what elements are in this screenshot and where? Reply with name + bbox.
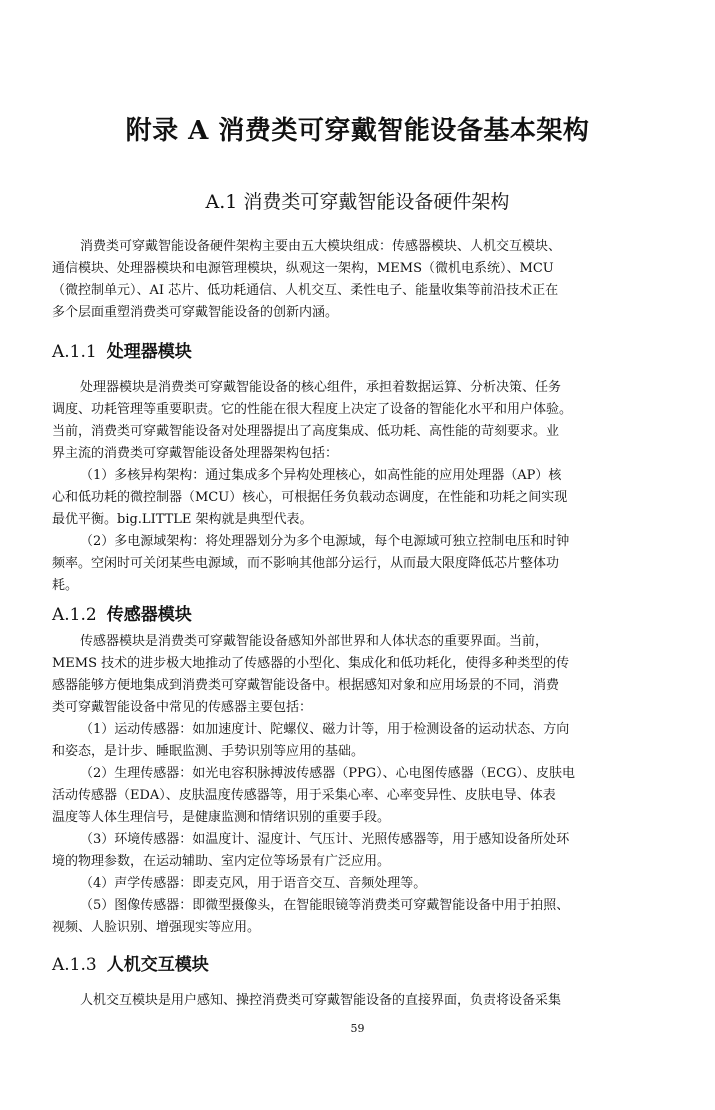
body-line: 视频、人脸识别、增强现实等应用。 [52,920,261,935]
body-line: 传感器模块是消费类可穿戴智能设备感知外部世界和人体状态的重要界面。当前， [80,634,549,649]
subsection-heading-sensor [52,603,192,627]
body-line: 最优平衡。big.LITTLE 架构就是典型代表。 [52,512,313,527]
body-line: 活动传感器（EDA）、皮肤温度传感器等，用于采集心率、心率变异性、皮肤电导、体表 [52,788,556,803]
appendix-title: 附录 A 消费类可穿戴智能设备基本架构 [125,116,590,146]
intro-line: 消费类可穿戴智能设备硬件架构主要由五大模块组成：传感器模块、人机交互模块、 [80,239,562,254]
body-line: 频率。空闲时可关闭某些电源域，而不影响其他部分运行，从而最大限度降低芯片整体功 [52,556,560,571]
body-line: 当前，消费类可穿戴智能设备对处理器提出了高度集成、低功耗、高性能的苛刻要求。业 [52,424,560,439]
body-line: 界主流的消费类可穿戴智能设备处理器架构包括： [52,446,339,461]
body-line: MEMS 技术的进步极大地推动了传感器的小型化、集成化和低功耗化，使得多种类型的传 [52,656,570,671]
body-line: 处理器模块是消费类可穿戴智能设备的核心组件，承担着数据运算、分析决策、任务 [80,380,562,395]
body-line: （1）运动传感器：如加速度计、陀螺仪、磁力计等，用于检测设备的运动状态、方向 [80,722,570,737]
body-line: 类可穿戴智能设备中常见的传感器主要包括： [52,700,313,715]
body-line: （4）声学传感器：即麦克风，用于语音交互、音频处理等。 [80,876,427,891]
intro-paragraph [52,236,612,324]
processor-paragraphs [52,377,612,597]
subsection-heading-processor [52,340,192,364]
subsection-number: A.1.2 [52,605,97,625]
subsection-number: A.1.1 [52,342,97,362]
subsection-title: 人机交互模块 [106,955,209,975]
subsection-number: A.1.3 [52,955,97,975]
body-line: 心和低功耗的微控制器（MCU）核心，可根据任务负载动态调度，在性能和功耗之间实现 [52,490,568,505]
body-line: 感器能够方便地集成到消费类可穿戴智能设备中。根据感知对象和应用场景的不同，消费 [52,678,560,693]
body-line: 耗。 [52,578,79,593]
subsection-heading-hci [52,953,209,977]
hci-paragraph [52,990,612,1012]
subsection-title: 处理器模块 [106,342,192,362]
body-line: 调度、功耗管理等重要职责。它的性能在很大程度上决定了设备的智能化水平和用户体验。 [52,402,573,417]
body-line: 温度等人体生理信号，是健康监测和情绪识别的重要手段。 [52,810,391,825]
intro-line: （微控制单元）、AI 芯片、低功耗通信、人机交互、柔性电子、能量收集等前沿技术正在 [52,283,559,298]
intro-line: 多个层面重塑消费类可穿戴智能设备的创新内涵。 [52,305,339,320]
intro-line: 通信模块、处理器模块和电源管理模块，纵观这一架构，MEMS（微机电系统）、MCU [52,261,554,276]
body-line: 人机交互模块是用户感知、操控消费类可穿戴智能设备的直接界面，负责将设备采集 [80,993,562,1008]
body-line: 和姿态，是计步、睡眠监测、手势识别等应用的基础。 [52,744,365,759]
body-line: （5）图像传感器：即微型摄像头，在智能眼镜等消费类可穿戴智能设备中用于拍照、 [80,898,570,913]
subsection-title: 传感器模块 [106,605,192,625]
body-line: （2）多电源域架构：将处理器划分为多个电源域，每个电源域可独立控制电压和时钟 [80,534,570,549]
body-line: （1）多核异构架构：通过集成多个异构处理核心，如高性能的应用处理器（AP）核 [80,468,562,483]
body-line: （3）环境传感器：如温度计、湿度计、气压计、光照传感器等，用于感知设备所处环 [80,832,570,847]
sensor-paragraphs [52,631,612,939]
body-line: 境的物理参数，在运动辅助、室内定位等场景有广泛应用。 [52,854,391,869]
page-number: 59 [350,1022,365,1035]
body-line: （2）生理传感器：如光电容积脉搏波传感器（PPG）、心电图传感器（ECG）、皮肤电 [80,766,575,781]
section-title: A.1 消费类可穿戴智能设备硬件架构 [205,191,510,213]
